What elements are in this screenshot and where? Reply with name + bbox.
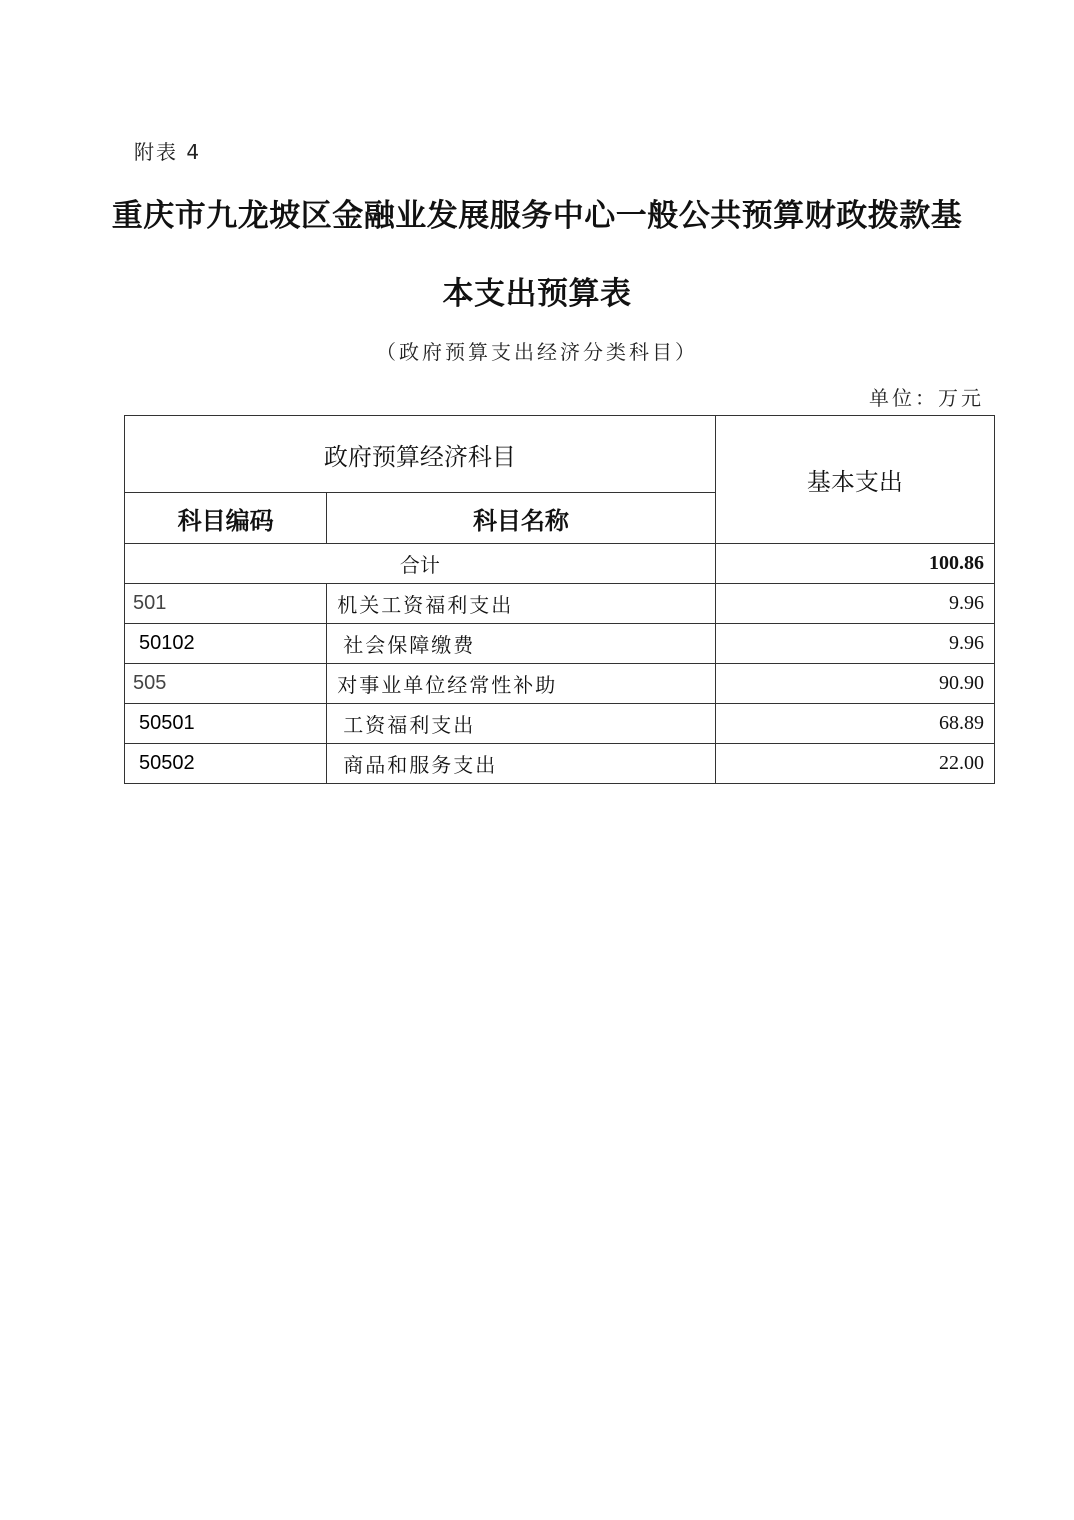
- table-row: [125, 704, 995, 744]
- row-amount: 22.00: [715, 744, 994, 784]
- page-title-line-2: 本支出预算表: [442, 276, 632, 312]
- table-row: [125, 664, 995, 704]
- page-title-line-1: 重庆市九龙坡区金融业发展服务中心一般公共预算财政拨款基: [111, 198, 963, 234]
- table-row: [125, 584, 995, 624]
- row-amount: 68.89: [715, 704, 994, 744]
- row-code: 501: [125, 584, 327, 624]
- total-row: [125, 544, 995, 584]
- row-name: 社会保障缴费: [327, 624, 715, 664]
- row-code: 50502: [125, 744, 327, 784]
- row-code: 50501: [125, 704, 327, 744]
- row-amount: 90.90: [715, 664, 994, 704]
- total-amount: 100.86: [715, 544, 994, 584]
- row-code: 50102: [125, 624, 327, 664]
- row-amount: 9.96: [715, 624, 994, 664]
- row-name: 机关工资福利支出: [327, 584, 715, 624]
- row-name: 对事业单位经常性补助: [327, 664, 715, 704]
- unit-label: 单位：万元: [869, 386, 984, 410]
- attachment-label: 附表 4: [134, 140, 202, 164]
- name-header: 科目名称: [327, 493, 715, 544]
- table-row: [125, 744, 995, 784]
- table-row: [125, 624, 995, 664]
- row-name: 商品和服务支出: [327, 744, 715, 784]
- page-subtitle: （政府预算支出经济分类科目）: [376, 340, 698, 364]
- row-name: 工资福利支出: [327, 704, 715, 744]
- budget-table: [124, 415, 995, 784]
- row-amount: 9.96: [715, 584, 994, 624]
- row-code: 505: [125, 664, 327, 704]
- group-header: 政府预算经济科目: [125, 416, 716, 493]
- table-header-row: [125, 416, 995, 493]
- total-label: 合计: [125, 544, 716, 584]
- amount-header: 基本支出: [715, 416, 994, 544]
- code-header: 科目编码: [125, 493, 327, 544]
